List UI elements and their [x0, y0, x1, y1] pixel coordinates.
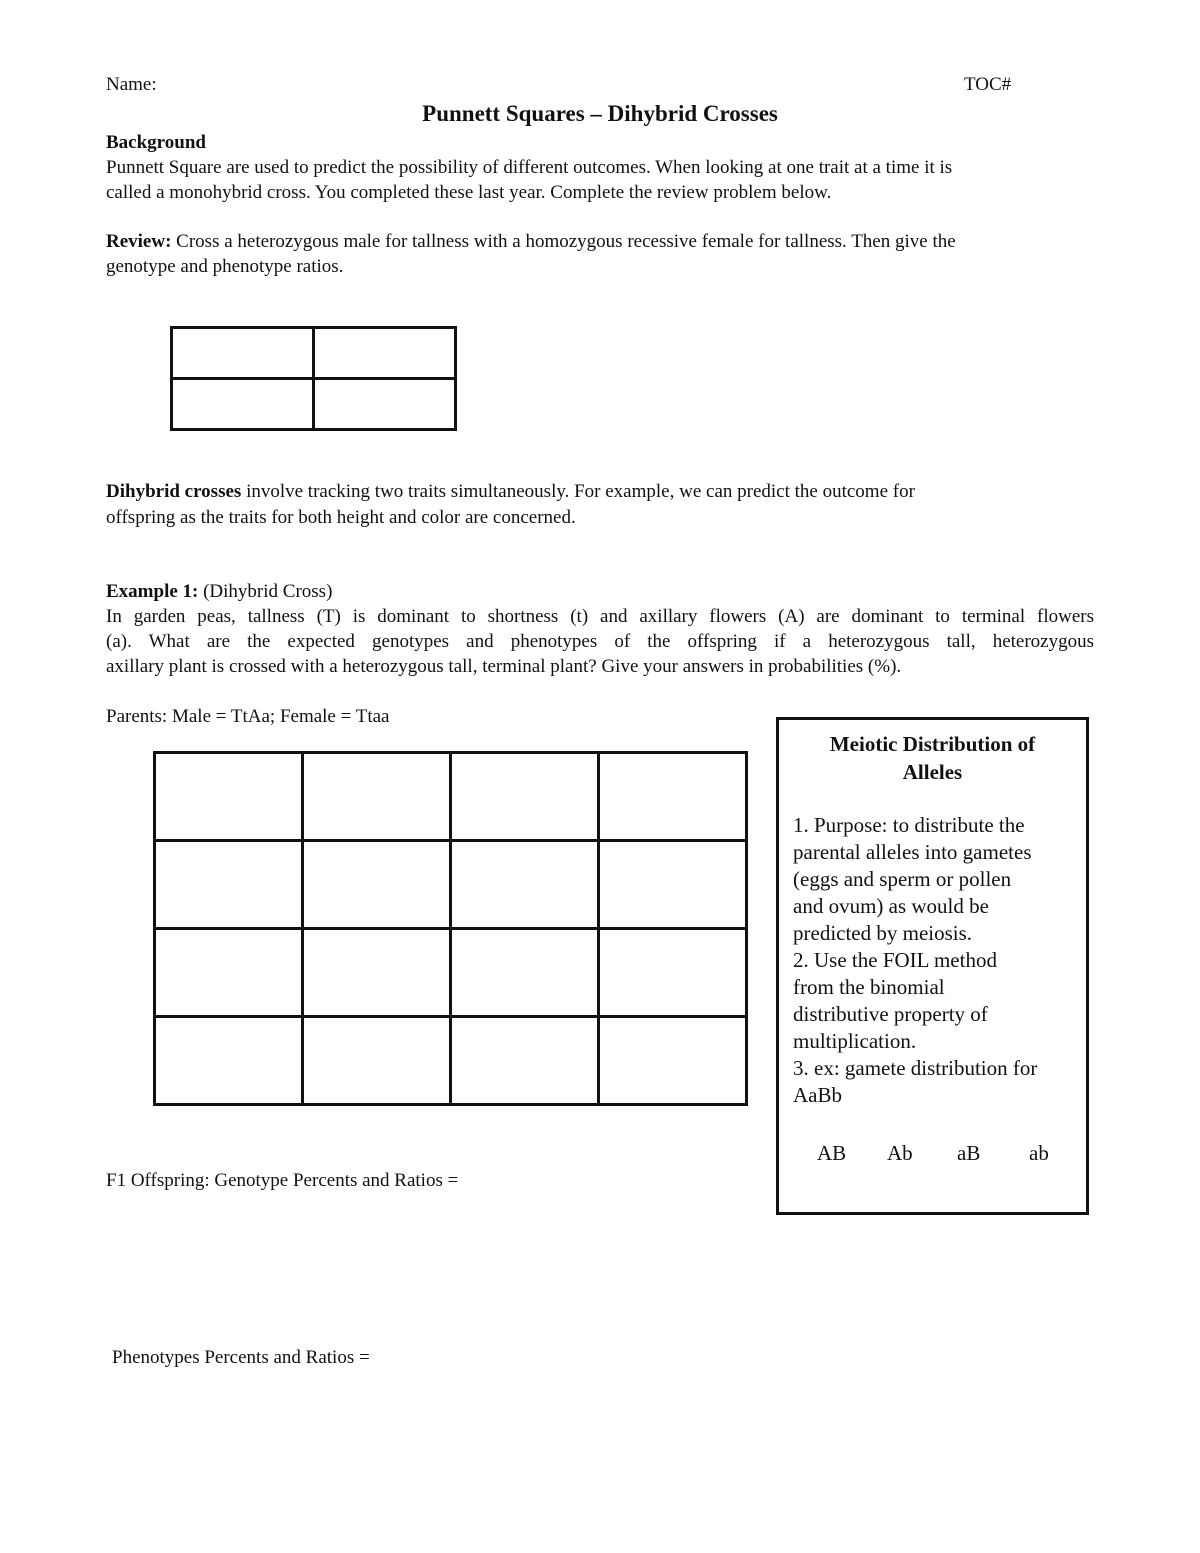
- name-label: Name:: [106, 74, 157, 95]
- punnett-cell[interactable]: [599, 929, 747, 1017]
- punnett-cell[interactable]: [172, 379, 314, 430]
- meiotic-line: 2. Use the FOIL method: [793, 948, 997, 972]
- example1-line-3: axillary plant is crossed with a heterozygous tall, terminal plant? Give your answers in probabilities (%).: [106, 656, 902, 677]
- example1-heading: [106, 580, 332, 604]
- background-heading: Background: [106, 132, 206, 153]
- meiotic-line: AaBb: [793, 1083, 842, 1107]
- meiotic-title-line-2: Alleles: [902, 760, 963, 784]
- punnett-cell[interactable]: [599, 1017, 747, 1105]
- dihybrid-paragraph-line-1: [106, 480, 915, 504]
- monohybrid-punnett-square: [170, 326, 457, 431]
- review-label: Review:: [106, 231, 172, 252]
- punnett-cell[interactable]: [303, 1017, 451, 1105]
- toc-label: TOC#: [964, 74, 1012, 95]
- example1-line-1: In garden peas, tallness (T) is dominant to shortness (t) and axillary flowers (A) are dominant to terminal flowers: [106, 606, 1094, 627]
- punnett-cell[interactable]: [303, 929, 451, 1017]
- example1-label: Example 1:: [106, 581, 199, 602]
- punnett-cell[interactable]: [314, 328, 456, 379]
- meiotic-line: and ovum) as would be: [793, 894, 989, 918]
- gamete-label: AB: [817, 1141, 847, 1165]
- punnett-cell[interactable]: [303, 841, 451, 929]
- punnett-cell[interactable]: [172, 328, 314, 379]
- review-paragraph-line-2: genotype and phenotype ratios.: [106, 256, 344, 277]
- review-paragraph-line-1: [106, 230, 956, 254]
- punnett-cell[interactable]: [155, 753, 303, 841]
- punnett-cell[interactable]: [155, 1017, 303, 1105]
- punnett-cell[interactable]: [314, 379, 456, 430]
- background-line-1: Punnett Square are used to predict the possibility of different outcomes. When looking at one trait at a time it is: [106, 157, 953, 178]
- gamete-label: Ab: [887, 1141, 913, 1165]
- dihybrid-paragraph-line-2: offspring as the traits for both height and color are concerned.: [106, 507, 576, 528]
- meiotic-box-title: [779, 730, 1086, 786]
- meiotic-box-body: [793, 812, 1078, 1109]
- punnett-cell[interactable]: [155, 929, 303, 1017]
- meiotic-line: 3. ex: gamete distribution for: [793, 1056, 1038, 1080]
- meiotic-line: distributive property of: [793, 1002, 988, 1026]
- punnett-cell[interactable]: [599, 753, 747, 841]
- review-text: Cross a heterozygous male for tallness with a homozygous recessive female for tallness. Then give the: [171, 231, 956, 252]
- phenotype-answer-prompt: Phenotypes Percents and Ratios =: [112, 1347, 370, 1368]
- meiotic-line: 1. Purpose: to distribute the: [793, 813, 1025, 837]
- punnett-cell[interactable]: [451, 753, 599, 841]
- example1-line-2: (a). What are the expected genotypes and phenotypes of the offspring if a heterozygous tall, heterozygous: [106, 631, 1094, 652]
- dihybrid-text: involve tracking two traits simultaneously. For example, we can predict the outcome for: [241, 481, 915, 502]
- meiotic-line: multiplication.: [793, 1029, 917, 1053]
- meiotic-distribution-box: [776, 717, 1089, 1215]
- punnett-cell[interactable]: [599, 841, 747, 929]
- example1-subtitle: (Dihybrid Cross): [198, 581, 333, 602]
- gamete-label: ab: [1029, 1141, 1049, 1165]
- punnett-cell[interactable]: [451, 841, 599, 929]
- meiotic-line: parental alleles into gametes: [793, 840, 1032, 864]
- gamete-label: aB: [957, 1141, 981, 1165]
- background-line-2: called a monohybrid cross. You completed these last year. Complete the review problem below.: [106, 182, 832, 203]
- dihybrid-punnett-square: [153, 751, 748, 1106]
- meiotic-line: predicted by meiosis.: [793, 921, 973, 945]
- page-title: Punnett Squares – Dihybrid Crosses: [422, 101, 778, 126]
- punnett-cell[interactable]: [451, 1017, 599, 1105]
- punnett-cell[interactable]: [451, 929, 599, 1017]
- genotype-answer-prompt: F1 Offspring: Genotype Percents and Ratios =: [106, 1170, 459, 1191]
- meiotic-line: from the binomial: [793, 975, 945, 999]
- dihybrid-label: Dihybrid crosses: [106, 481, 242, 502]
- meiotic-title-line-1: Meiotic Distribution of: [829, 732, 1036, 756]
- punnett-cell[interactable]: [303, 753, 451, 841]
- meiotic-line: (eggs and sperm or pollen: [793, 867, 1012, 891]
- punnett-cell[interactable]: [155, 841, 303, 929]
- parents-line: Parents: Male = TtAa; Female = Ttaa: [106, 706, 390, 727]
